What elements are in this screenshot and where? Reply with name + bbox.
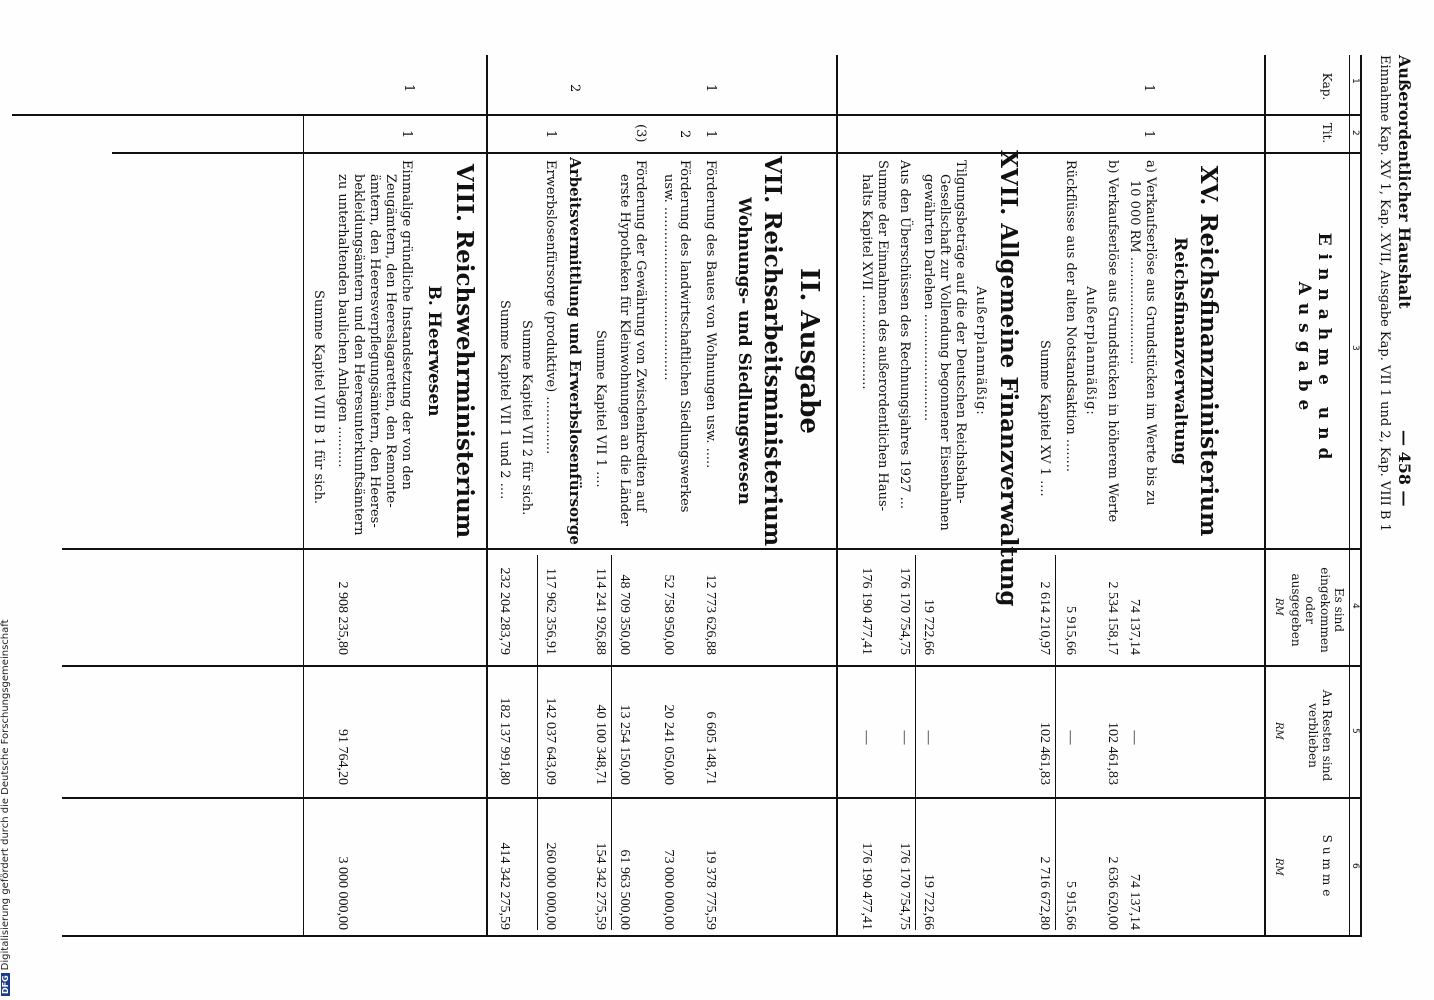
value-col4: 2 908 235,80 [335,581,350,655]
column-number: 1 [1350,78,1360,84]
column-header-kap: Kap. [1320,72,1334,101]
column-number: 3 [1350,345,1360,351]
table-right-rule [62,935,1362,937]
value-col6: 61 963 500,00 [617,849,632,930]
value-col6: 19 378 775,59 [703,849,718,930]
row-label: bekleidungsämtern und den Heeresunterkunftsämtern [351,174,366,536]
tit-number: 2 [677,130,692,139]
dfg-logo-badge: DFG [1,975,10,994]
value-col6: 74 137,14 [1127,874,1142,930]
document-header-subtitle: Einnahme Kap. XV 1, Kap. XVII, Ausgabe Kap. VII 1 und 2, Kap. VIII B 1 [1377,55,1392,532]
column-header-col4: Es sind eingekommen oder ausgegeben [1288,567,1346,653]
section-sub-vii: Wohnungs- und Siedlungswesen [734,197,754,505]
column-number: 5 [1350,728,1360,734]
kap-number: 1 [703,84,718,93]
column-header-col6: Summe [1320,834,1334,901]
value-col6: 2 636 620,00 [1105,856,1120,930]
value-col5: — [1127,730,1142,745]
row-label: Zeugämtern, den Heereslagaretten, den Remonte- [383,174,398,508]
tit-number: (3) [633,124,648,143]
row-label: a) Verkaufserlöse aus Grundstücken im Werte bis zu [1143,160,1158,506]
value-col4: 12 773 626,88 [703,574,718,655]
value-col6: 154 342 275,59 [593,842,608,930]
column-header-col5: An Resten sind verblieben [1305,689,1334,782]
sum-label: Summe Kapitel VII 2 für sich. [519,320,534,516]
section-divider-rule [836,55,838,935]
unit-label-col5: RM [1273,722,1284,740]
row-label: Förderung des Baues von Wohnungen usw. ..... [703,160,718,469]
value-col6: 3 000 000,00 [335,856,350,930]
row-label: Rückflüsse aus der alten Notstandsaktion ........ [1063,160,1078,472]
value-col6: 5 915,66 [1063,881,1078,930]
value-col5: — [859,730,874,745]
table-top-rule [1360,55,1362,935]
footer-note [0,596,14,996]
unplanned-label: Außerplanmäßig: [1083,286,1098,416]
value-col4: 176 190 477,41 [859,567,874,655]
section-title-ausgabe: II. Ausgabe [794,268,824,434]
row-label: ämtern, den Heeresverpflegungsämtern, den Heeres- [367,174,382,528]
row-label: Gesellschaft zur Vollendung begonnener Eisenbahnen [937,174,952,531]
tit-number: 1 [399,130,414,139]
kap-number: 2 [567,84,582,93]
value-col4: 2 614 210,97 [1037,581,1052,655]
col-divider-c5-c6 [62,797,1362,799]
section-sub-xv: Reichsfinanzverwaltung [1170,237,1190,465]
value-col4: 117 962 356,91 [543,568,558,655]
page-number: — 458 — [1395,430,1414,507]
col-divider-main-c4 [62,548,1362,550]
document-header-title: Außerordentlicher Haushalt [1395,55,1414,309]
row-label: Erwerbslosenfürsorge (produktive) .............. [543,160,558,455]
value-col6: 73 000 000,00 [661,849,676,930]
row-label: Aus den Überschüssen des Rechnungsjahres 1927 ... [897,160,912,510]
value-col4: 52 758 950,00 [661,574,676,655]
tit-number: 1 [703,130,718,139]
value-col4: 2 534 158,17 [1105,581,1120,655]
value-col4: 19 722,66 [921,599,936,655]
value-col4: 232 204 283,79 [497,567,512,655]
col-divider-kap-tit [12,114,1362,116]
section-title-vii: VII. Reichsarbeitsministerium [759,155,786,547]
column-number: 2 [1350,130,1360,136]
row-label: Tilgungsbeträge auf die der Deutschen Reichsbahn- [953,160,968,504]
column-number: 4 [1350,603,1360,609]
footer-text: Digitalisierung gefördert durch die Deutsche Forschungsgemeinschaft [0,619,11,971]
row-label: Förderung des landwirtschaftlichen Siedlungswerkes [677,160,692,513]
row-label: Förderung der Gewährung von Zwischenkrediten auf [633,160,648,512]
value-col6: 2 716 672,80 [1037,856,1052,930]
tit-number: 1 [1141,130,1156,139]
row-label: usw. .......................................... [661,174,676,381]
value-col5: — [921,730,936,745]
unit-label-col6: RM [1273,858,1284,876]
section-sub-vii-2: Arbeitsvermittlung und Erwerbslosenfürsorge [566,157,584,545]
value-col5: 142 037 643,09 [543,697,558,785]
value-col5: 20 241 050,00 [661,704,676,785]
row-label: zu unterhaltenden baulichen Anlagen .......... [335,174,350,468]
section-title-viii: VIII. Reichswehrministerium [451,163,478,539]
sum-rule [611,555,612,930]
row-label: 10 000 RM .......................... [1127,180,1142,365]
section-title-xv: XV. Reichsfinanzministerium [1195,165,1222,537]
col-divider-c4-c5 [62,665,1362,667]
value-col5: — [897,730,912,745]
value-col5: 91 764,20 [335,729,350,785]
section-sub-viii: B. Heerwesen [424,285,444,417]
table-bottom-rule [303,114,304,935]
unit-label-col4: RM [1273,598,1284,616]
section-title-xvii: XVII. Allgemeine Finanzverwaltung [995,150,1022,607]
value-col6: 176 170 754,75 [897,842,912,930]
value-col5: 182 137 991,80 [497,697,512,785]
sum-label: Summe der Einnahmen des außerordentlichen Haus- [875,160,890,512]
sum-label: Summe Kapitel VII 1 .... [593,330,608,488]
sum-rule [915,555,916,930]
sum-label: Summe Kapitel XV 1 .... [1037,340,1052,497]
sum-label: halts Kapitel XVII ....................... [859,174,874,390]
sum-rule [1055,555,1056,930]
value-col4: 5 915,66 [1063,606,1078,655]
row-label: erste Hypotheken für Kleinwohnungen an die Länder [617,174,632,526]
value-col4: 48 709 350,00 [617,574,632,655]
column-number: 6 [1350,863,1360,869]
header-bottom-rule [1264,55,1266,935]
sum-rule [537,555,538,930]
unplanned-label: Außerplanmäßig: [973,286,988,416]
column-header-main: Einnahme und Ausgabe [1293,232,1334,468]
kap-number: 1 [1141,84,1156,93]
value-col6: 176 190 477,41 [859,842,874,930]
value-col5: 102 461,83 [1037,722,1052,785]
value-col6: 414 342 275,59 [497,842,512,930]
sum-label: Summe Kapitel VIII B 1 für sich. [311,290,326,505]
tit-number: 1 [543,130,558,139]
value-col5: 13 254 150,00 [617,704,632,785]
value-col4: 176 170 754,75 [897,567,912,655]
kap-number: 1 [401,84,416,93]
value-col4: 74 137,14 [1127,599,1142,655]
colnum-rule [1349,55,1350,935]
row-label: b) Verkaufserlöse aus Grundstücken in höherem Werte [1105,160,1120,523]
section-divider-rule [486,55,488,935]
value-col6: 19 722,66 [921,874,936,930]
column-header-tit: Tit. [1320,122,1334,144]
value-col5: 102 461,83 [1105,722,1120,785]
value-col5: 6 605 148,71 [703,711,718,785]
row-label: gewährten Darlehen .......................... [921,174,936,422]
sum-label: Summe Kapitel VII 1 und 2 .... [497,300,512,500]
value-col5: — [1063,730,1078,745]
value-col6: 260 000 000,00 [543,842,558,930]
value-col4: 114 241 926,88 [593,568,608,655]
value-col5: 40 100 348,71 [593,704,608,785]
row-label: Einmalige gründliche Instandsetzung der von den [399,160,414,490]
